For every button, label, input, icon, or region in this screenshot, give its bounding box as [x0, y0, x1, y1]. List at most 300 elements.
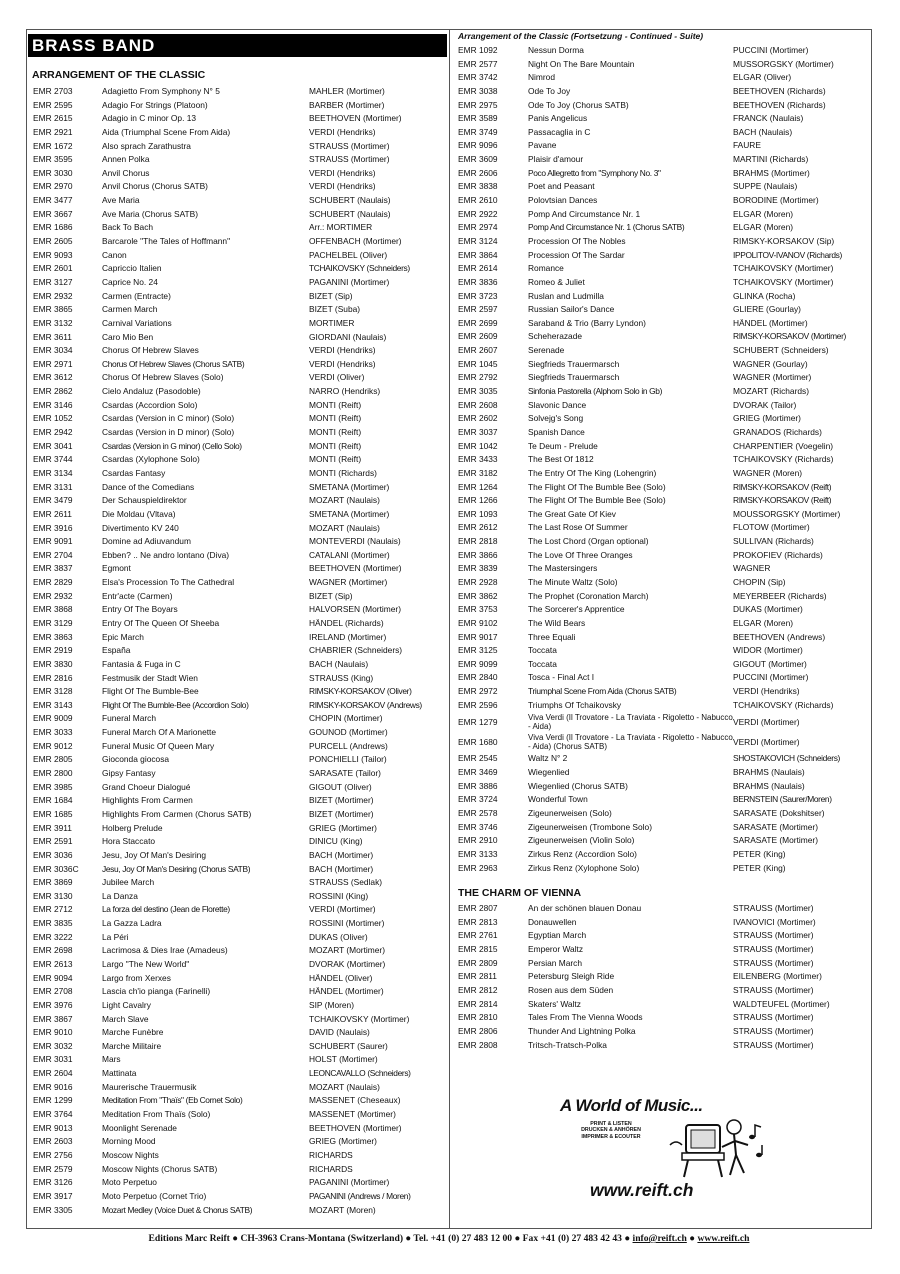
footer-website-link[interactable]: www.reift.ch: [697, 1233, 750, 1244]
work-title: Ode To Joy (Chorus SATB): [528, 99, 629, 110]
work-title: Tosca - Final Act I: [528, 672, 595, 683]
composer-arranger: STRAUSS (Mortimer): [309, 140, 390, 151]
composer-arranger: CHOPIN (Mortimer): [309, 713, 383, 724]
catalog-number: EMR 3182: [458, 467, 498, 478]
catalog-number: EMR 3830: [33, 658, 73, 669]
catalog-row: [454, 385, 870, 399]
work-title: Csardas Fantasy: [102, 467, 166, 478]
catalog-row: [454, 549, 870, 563]
work-title: Pomp And Circumstance Nr. 1: [528, 208, 641, 219]
catalog-row: [28, 590, 447, 604]
composer-arranger: MOZART (Mortimer): [309, 945, 385, 956]
composer-arranger: BEETHOVEN (Mortimer): [309, 1122, 402, 1133]
catalog-number: EMR 9096: [458, 140, 498, 151]
catalog-number: EMR 1279: [458, 716, 498, 727]
catalog-number: EMR 2591: [33, 836, 73, 847]
work-title: Carmen (Entracte): [102, 290, 171, 301]
composer-arranger: CHABRIER (Schneiders): [309, 645, 403, 656]
work-title: Aida (Triumphal Scene From Aida): [102, 126, 231, 137]
composer-arranger: GRIEG (Mortimer): [309, 822, 377, 833]
catalog-number: EMR 2813: [458, 916, 498, 927]
composer-arranger: OFFENBACH (Mortimer): [309, 236, 402, 247]
catalog-number: EMR 2602: [458, 413, 498, 424]
composer-arranger: WALDTEUFEL (Mortimer): [733, 998, 830, 1009]
catalog-number: EMR 3133: [458, 848, 498, 859]
work-title: Slavonic Dance: [528, 399, 587, 410]
composer-arranger: GRANADOS (Richards): [733, 426, 822, 437]
work-title: Largo from Xerxes: [102, 972, 171, 983]
work-title: Jesu, Joy Of Man's Desiring: [102, 849, 206, 860]
catalog-row: [28, 290, 447, 304]
column-divider: [449, 29, 450, 1229]
catalog-row: [28, 1067, 447, 1081]
work-title: The Love Of Three Oranges: [528, 549, 633, 560]
composer-arranger: BEETHOVEN (Mortimer): [309, 113, 402, 124]
catalog-number: EMR 2579: [33, 1163, 73, 1174]
catalog-row: [28, 535, 447, 549]
catalog-row: [454, 780, 870, 794]
footer-email-link[interactable]: info@reift.ch: [632, 1233, 687, 1244]
logo-subtitle-line: IMPRIMER & ECOUTER: [581, 1133, 641, 1140]
catalog-number: EMR 3836: [458, 276, 498, 287]
composer-arranger: PROKOFIEV (Richards): [733, 549, 823, 560]
work-title: Lacrimosa & Dies Irae (Amadeus): [102, 945, 228, 956]
catalog-row: [28, 440, 447, 454]
composer-arranger: ELGAR (Oliver): [733, 72, 792, 83]
catalog-row: [454, 139, 870, 153]
catalog-row: [28, 617, 447, 631]
catalog-row: [28, 1204, 447, 1218]
catalog-list-left: [28, 85, 447, 1217]
catalog-row: [454, 562, 870, 576]
catalog-row: [28, 985, 447, 999]
work-title: Anvil Chorus (Chorus SATB): [102, 181, 208, 192]
composer-arranger: MOZART (Naulais): [309, 522, 380, 533]
work-title: Divertimento KV 240: [102, 522, 179, 533]
composer-arranger: STRAUSS (Mortimer): [733, 1012, 814, 1023]
catalog-number: EMR 2808: [458, 1039, 498, 1050]
composer-arranger: RIMSKY-KORSAKOV (Reift): [733, 495, 832, 506]
composer-arranger: NARRO (Hendriks): [309, 386, 381, 397]
computer-music-icon: [664, 1115, 768, 1181]
work-title: Lascia ch'io pianga (Farinelli): [102, 986, 211, 997]
composer-arranger: MASSENET (Mortimer): [309, 1109, 396, 1120]
catalog-row: [28, 740, 447, 754]
catalog-number: EMR 9017: [458, 631, 498, 642]
catalog-number: EMR 2611: [33, 508, 72, 519]
catalog-row: [28, 262, 447, 276]
composer-arranger: SHOSTAKOVICH (Schneiders): [733, 753, 840, 764]
catalog-row: [28, 1122, 447, 1136]
work-title: Highlights From Carmen: [102, 795, 193, 806]
catalog-row: [28, 1149, 447, 1163]
catalog-number: EMR 3595: [33, 154, 73, 165]
catalog-number: EMR 3124: [458, 235, 498, 246]
catalog-row: [28, 808, 447, 822]
work-title: The Best Of 1812: [528, 454, 594, 465]
work-title: Funeral March Of A Marionette: [102, 727, 217, 738]
work-title: Tales From The Vienna Woods: [528, 1012, 643, 1023]
composer-arranger: MOZART (Naulais): [309, 1081, 380, 1092]
composer-arranger: SIP (Moren): [309, 999, 354, 1010]
catalog-row: [28, 685, 447, 699]
composer-arranger: BRAHMS (Naulais): [733, 767, 805, 778]
catalog-row: [28, 603, 447, 617]
catalog-row: [28, 180, 447, 194]
catalog-number: EMR 1052: [33, 413, 73, 424]
composer-arranger: HOLST (Mortimer): [309, 1054, 378, 1065]
work-title: Pavane: [528, 140, 557, 151]
catalog-row: [28, 972, 447, 986]
section-heading-classic: ARRANGEMENT OF THE CLASSIC: [32, 69, 206, 81]
composer-arranger: PONCHIELLI (Tailor): [309, 754, 387, 765]
catalog-row: [454, 249, 870, 263]
composer-arranger: MUSSORGSKY (Mortimer): [733, 58, 834, 69]
catalog-row: [454, 957, 870, 971]
catalog-number: EMR 3037: [458, 426, 498, 437]
catalog-number: EMR 3129: [33, 617, 73, 628]
catalog-number: EMR 1042: [458, 440, 498, 451]
composer-arranger: GLIERE (Gourlay): [733, 304, 801, 315]
catalog-row: [454, 317, 870, 331]
catalog-row: [28, 331, 447, 345]
catalog-row: [454, 848, 870, 862]
catalog-row: [454, 221, 870, 235]
catalog-number: EMR 3916: [33, 522, 73, 533]
catalog-row: [28, 672, 447, 686]
catalog-number: EMR 2806: [458, 1025, 498, 1036]
catalog-row: [454, 807, 870, 821]
catalog-number: EMR 2610: [458, 195, 498, 206]
composer-arranger: WAGNER (Mortimer): [733, 372, 812, 383]
catalog-number: EMR 9091: [33, 536, 73, 547]
work-title: Ebben? .. Ne andro lontano (Diva): [102, 549, 230, 560]
composer-arranger: SULLIVAN (Richards): [733, 536, 814, 547]
catalog-number: EMR 9016: [33, 1081, 73, 1092]
composer-arranger: GOUNOD (Mortimer): [309, 727, 388, 738]
work-title: La forza del destino (Jean de Florette): [102, 904, 230, 915]
catalog-number: EMR 3131: [33, 481, 73, 492]
catalog-number: EMR 3031: [33, 1054, 73, 1065]
composer-arranger: STRAUSS (King): [309, 672, 374, 683]
catalog-row: [28, 549, 447, 563]
catalog-number: EMR 3753: [458, 604, 498, 615]
catalog-row: [28, 208, 447, 222]
catalog-row: [454, 126, 870, 140]
work-title: The Prophet (Coronation March): [528, 590, 649, 601]
catalog-number: EMR 3035: [458, 386, 498, 397]
work-title: Persian March: [528, 957, 582, 968]
work-title: Caro Mio Ben: [102, 331, 154, 342]
logo-title: A World of Music...: [560, 1096, 703, 1115]
catalog-row: [454, 358, 870, 372]
composer-arranger: PUCCINI (Mortimer): [733, 45, 809, 55]
composer-arranger: TCHAIKOVSKY (Schneiders): [309, 263, 410, 274]
work-title: Der Schauspieldirektor: [102, 495, 187, 506]
work-title: Gipsy Fantasy: [102, 768, 156, 779]
composer-arranger: BRAHMS (Mortimer): [733, 167, 810, 178]
catalog-row: [454, 732, 870, 752]
catalog-row: [28, 385, 447, 399]
work-title: Pomp And Circumstance Nr. 1 (Chorus SATB): [528, 222, 685, 233]
composer-arranger: HÄNDEL (Mortimer): [309, 986, 384, 997]
work-title: Jesu, Joy Of Man's Desiring (Chorus SATB): [102, 863, 251, 874]
catalog-row: [28, 699, 447, 713]
work-title: Holberg Prelude: [102, 822, 163, 833]
composer-arranger: WAGNER (Moren): [733, 467, 803, 478]
composer-arranger: SCHUBERT (Schneiders): [733, 345, 829, 356]
catalog-row: [454, 644, 870, 658]
composer-arranger: HÄNDEL (Oliver): [309, 972, 373, 983]
composer-arranger: VERDI (Hendriks): [309, 345, 376, 356]
composer-arranger: STRAUSS (Mortimer): [733, 1025, 814, 1036]
catalog-number: EMR 3041: [33, 440, 73, 451]
catalog-row: [28, 1176, 447, 1190]
composer-arranger: VERDI (Hendriks): [309, 358, 376, 369]
catalog-number: EMR 2809: [458, 957, 498, 968]
work-title: Serenade: [528, 345, 565, 356]
work-title: Zirkus Renz (Accordion Solo): [528, 848, 637, 859]
catalog-row: [454, 916, 870, 930]
work-title: Ruslan and Ludmilla: [528, 290, 604, 301]
catalog-row: [454, 631, 870, 645]
catalog-row: [454, 834, 870, 848]
work-title: Funeral Music Of Queen Mary: [102, 740, 215, 751]
work-title: Moto Perpetuo (Cornet Trio): [102, 1190, 207, 1201]
composer-arranger: WAGNER: [733, 563, 771, 574]
composer-arranger: ELGAR (Moren): [733, 617, 794, 628]
composer-arranger: PACHELBEL (Oliver): [309, 249, 388, 260]
catalog-number: EMR 2601: [33, 263, 73, 274]
catalog-number: EMR 3835: [33, 918, 73, 929]
work-title: Festmusik der Stadt Wien: [102, 672, 198, 683]
catalog-row: [28, 903, 447, 917]
composer-arranger: MONTI (Richards): [309, 467, 377, 478]
composer-arranger: RIMSKY-KORSAKOV (Reift): [733, 481, 832, 492]
catalog-row: [28, 1081, 447, 1095]
work-title: Viva Verdi (Il Trovatore - La Traviata - Rigoletto - Nabucco - Aida): [528, 712, 733, 732]
catalog-number: EMR 3868: [33, 604, 73, 615]
work-title: Zigeunerweisen (Trombone Solo): [528, 821, 652, 832]
composer-arranger: RICHARDS: [309, 1149, 353, 1160]
composer-arranger: Arr.: MORTIMER: [309, 222, 373, 233]
composer-arranger: SARASATE (Mortimer): [733, 835, 818, 846]
composer-arranger: PETER (King): [733, 848, 786, 859]
work-title: Three Equali: [528, 631, 576, 642]
catalog-number: EMR 2815: [458, 944, 498, 955]
left-column: [28, 30, 447, 1217]
work-title: Scheherazade: [528, 331, 583, 342]
work-title: Zigeunerweisen (Solo): [528, 807, 612, 818]
work-title: Moscow Nights (Chorus SATB): [102, 1163, 218, 1174]
composer-arranger: PAGANINI (Andrews / Moren): [309, 1190, 411, 1201]
catalog-row: [454, 453, 870, 467]
catalog-row: [454, 481, 870, 495]
catalog-row: [454, 943, 870, 957]
composer-arranger: MAHLER (Mortimer): [309, 86, 385, 96]
catalog-row: [454, 508, 870, 522]
catalog-row: [454, 1025, 870, 1039]
work-title: Entr'acte (Carmen): [102, 590, 173, 601]
catalog-number: EMR 1299: [33, 1095, 73, 1106]
composer-arranger: MARTINI (Richards): [733, 154, 809, 165]
section-heading-continued: Arrangement of the Classic (Fortsetzung - Continued - Suite): [458, 31, 704, 41]
composer-arranger: MASSENET (Cheseaux): [309, 1095, 401, 1106]
work-title: Polovtsian Dances: [528, 195, 598, 206]
composer-arranger: TCHAIKOVSKY (Richards): [733, 454, 834, 465]
work-title: Triumphal Scene From Aida (Chorus SATB): [528, 686, 677, 697]
work-title: Night On The Bare Mountain: [528, 58, 635, 69]
catalog-number: EMR 3976: [33, 999, 73, 1010]
catalog-number: EMR 3038: [458, 85, 498, 96]
composer-arranger: IVANOVICI (Mortimer): [733, 916, 816, 927]
catalog-number: EMR 3036C: [33, 863, 79, 874]
catalog-row: [28, 794, 447, 808]
catalog-number: EMR 1264: [458, 481, 498, 492]
catalog-number: EMR 3886: [458, 780, 498, 791]
catalog-row: [454, 167, 870, 181]
composer-arranger: TCHAIKOVSKY (Mortimer): [733, 276, 834, 287]
work-title: Hora Staccato: [102, 836, 156, 847]
composer-arranger: VERDI (Oliver): [309, 372, 365, 383]
work-title: The Minute Waltz (Solo): [528, 576, 618, 587]
catalog-number: EMR 3864: [458, 249, 498, 260]
work-title: Grand Choeur Dialogué: [102, 781, 191, 792]
catalog-number: EMR 2807: [458, 903, 498, 914]
catalog-number: EMR 2595: [33, 99, 73, 110]
catalog-number: EMR 3134: [33, 467, 73, 478]
composer-arranger: BACH (Naulais): [309, 658, 369, 669]
work-title: Romance: [528, 263, 564, 274]
catalog-number: EMR 3985: [33, 781, 73, 792]
work-title: Moto Perpetuo: [102, 1177, 157, 1188]
work-title: The Wild Bears: [528, 617, 586, 628]
work-title: Annen Polka: [102, 154, 150, 165]
work-title: An der schönen blauen Donau: [528, 903, 642, 914]
work-title: Passacaglia in C: [528, 126, 591, 137]
work-title: Procession Of The Nobles: [528, 235, 626, 246]
catalog-row: [454, 1039, 870, 1053]
catalog-number: EMR 3742: [458, 72, 498, 83]
work-title: Anvil Chorus: [102, 167, 150, 178]
composer-arranger: BORODINE (Mortimer): [733, 195, 819, 206]
catalog-row: [28, 562, 447, 576]
work-title: Morning Mood: [102, 1136, 156, 1147]
work-title: Mozart Medley (Voice Duet & Chorus SATB): [102, 1204, 253, 1215]
composer-arranger: BIZET (Sip): [309, 590, 353, 601]
work-title: Romeo & Juliet: [528, 276, 585, 287]
catalog-row: [28, 221, 447, 235]
catalog-number: EMR 3589: [458, 113, 498, 124]
catalog-row: [454, 494, 870, 508]
catalog-number: EMR 2608: [458, 399, 498, 410]
composer-arranger: VERDI (Hendriks): [309, 181, 376, 192]
work-title: The Entry Of The King (Lohengrin): [528, 467, 657, 478]
composer-arranger: RICHARDS: [309, 1163, 353, 1174]
composer-arranger: SARASATE (Mortimer): [733, 821, 818, 832]
composer-arranger: IPPOLITOV-IVANOV (Richards): [733, 249, 842, 260]
composer-arranger: MOZART (Naulais): [309, 495, 380, 506]
catalog-row: [28, 344, 447, 358]
catalog-number: EMR 9012: [33, 740, 73, 751]
catalog-row: [454, 112, 870, 126]
catalog-row: [28, 1026, 447, 1040]
catalog-number: EMR 2604: [33, 1068, 73, 1079]
catalog-number: EMR 3222: [33, 931, 73, 942]
catalog-number: EMR 2862: [33, 386, 73, 397]
catalog-number: EMR 3146: [33, 399, 73, 410]
work-title: Marche Funèbre: [102, 1027, 164, 1038]
composer-arranger: STRAUSS (Mortimer): [733, 985, 814, 995]
catalog-number: EMR 2816: [33, 672, 73, 683]
work-title: Tritsch-Tratsch-Polka: [528, 1039, 607, 1050]
catalog-number: EMR 9093: [33, 249, 73, 260]
catalog-number: EMR 2703: [33, 86, 73, 96]
logo-subtitle-line: PRINT & LISTEN: [590, 1121, 632, 1127]
work-title: Rosen aus dem Süden: [528, 985, 614, 995]
composer-arranger: ROSSINI (Mortimer): [309, 918, 385, 929]
composer-arranger: ROSSINI (King): [309, 890, 369, 901]
catalog-number: EMR 3911: [33, 822, 72, 833]
section-heading-vienna: THE CHARM OF VIENNA: [458, 887, 582, 900]
composer-arranger: CHOPIN (Sip): [733, 576, 786, 587]
catalog-number: EMR 1672: [33, 140, 73, 151]
work-title: Adagio in C minor Op. 13: [102, 113, 197, 124]
composer-arranger: STRAUSS (Mortimer): [733, 930, 814, 941]
catalog-row: [454, 984, 870, 998]
catalog-row: [28, 167, 447, 181]
catalog-row: [454, 685, 870, 699]
catalog-number: EMR 1680: [458, 736, 498, 747]
catalog-number: EMR 9010: [33, 1027, 73, 1038]
catalog-row: [454, 440, 870, 454]
catalog-number: EMR 2805: [33, 754, 73, 765]
brass-band-banner: BRASS BAND: [28, 34, 447, 57]
composer-arranger: BIZET (Sip): [309, 290, 353, 301]
catalog-number: EMR 2578: [458, 807, 498, 818]
composer-arranger: MONTEVERDI (Naulais): [309, 536, 401, 547]
catalog-number: EMR 3034: [33, 345, 73, 356]
work-title: The Great Gate Of Kiev: [528, 508, 616, 519]
work-title: Zigeunerweisen (Violin Solo): [528, 835, 635, 846]
catalog-row: [28, 412, 447, 426]
catalog-number: EMR 3305: [33, 1204, 73, 1215]
catalog-row: [28, 399, 447, 413]
work-title: Triumphs Of Tchaikovsky: [528, 699, 622, 710]
work-title: Moonlight Serenade: [102, 1122, 177, 1133]
work-title: Entry Of The Boyars: [102, 604, 178, 615]
catalog-number: EMR 2615: [33, 113, 73, 124]
catalog-row: [28, 1108, 447, 1122]
composer-arranger: GLINKA (Rocha): [733, 290, 796, 301]
catalog-number: EMR 3724: [458, 794, 498, 805]
composer-arranger: STRAUSS (Mortimer): [733, 957, 814, 968]
catalog-number: EMR 2605: [33, 236, 73, 247]
composer-arranger: MONTI (Reift): [309, 454, 362, 465]
composer-arranger: MOZART (Richards): [733, 386, 810, 397]
work-title: Russian Sailor's Dance: [528, 304, 615, 315]
catalog-row: [28, 712, 447, 726]
catalog-number: EMR 3143: [33, 699, 73, 710]
work-title: The Sorcerer's Apprentice: [528, 604, 625, 615]
work-title: Csardas (Xylophone Solo): [102, 454, 200, 465]
catalog-number: EMR 3127: [33, 276, 73, 287]
composer-arranger: BEETHOVEN (Mortimer): [309, 563, 402, 574]
catalog-number: EMR 2756: [33, 1149, 73, 1160]
catalog-number: EMR 1685: [33, 808, 73, 819]
composer-arranger: BACH (Naulais): [733, 126, 793, 137]
catalog-number: EMR 2810: [458, 1012, 498, 1023]
